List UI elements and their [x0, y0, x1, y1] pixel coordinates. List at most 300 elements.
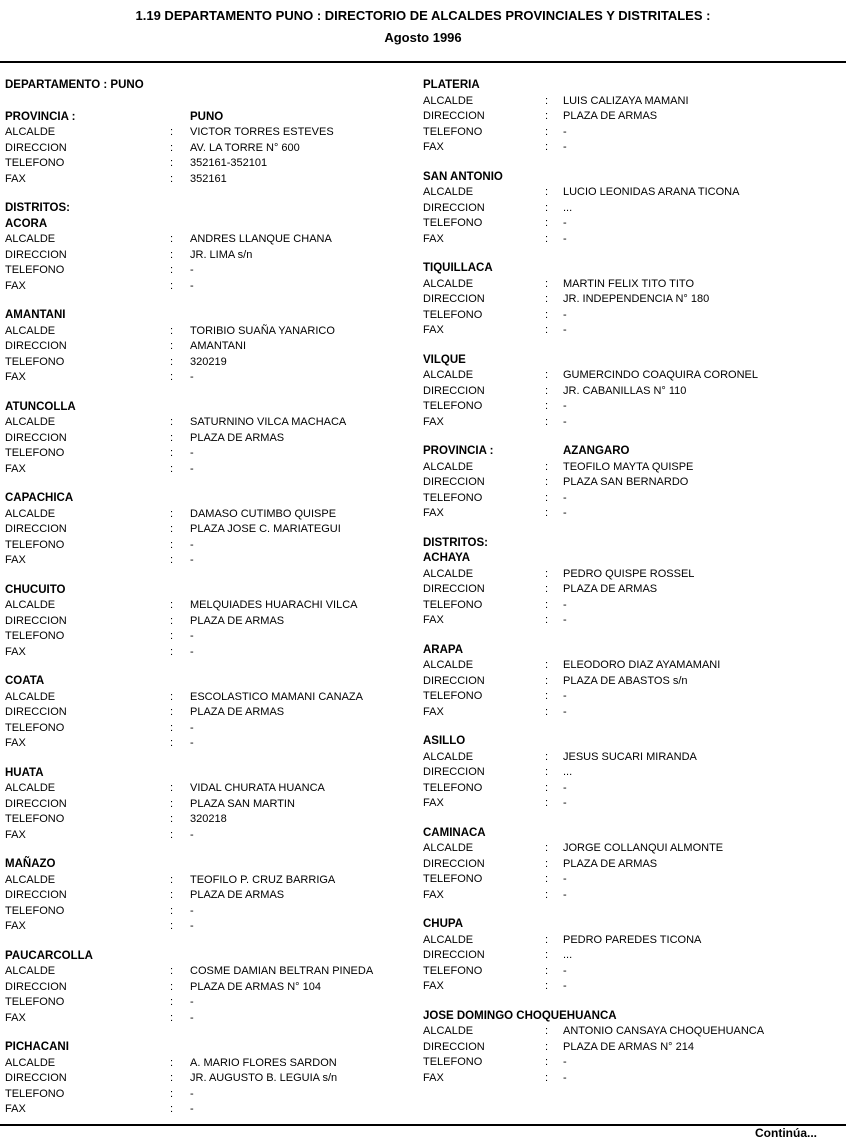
field-row: [423, 1055, 846, 1071]
field-row: [423, 948, 846, 964]
field-label: TELEFONO: [5, 447, 65, 459]
field-colon: :: [545, 476, 549, 488]
field-value: GUMERCINDO COAQUIRA CORONEL: [563, 369, 758, 381]
district-name: ASILLO: [423, 735, 466, 747]
district-name: CHUPA: [423, 918, 464, 930]
field-value: -: [563, 507, 567, 519]
field-label: FAX: [5, 1011, 26, 1024]
field-colon: :: [170, 797, 174, 810]
field-label: TELEFONO: [5, 157, 65, 169]
district-entry: [423, 78, 846, 156]
field-label: ALCALDE: [423, 842, 474, 854]
district-entry: [423, 643, 846, 721]
field-value: MARTIN FELIX TITO TITO: [563, 277, 695, 290]
field-value: -: [190, 538, 194, 551]
field-row: [5, 339, 423, 355]
field-colon: :: [170, 355, 174, 368]
field-value: -: [190, 828, 194, 841]
field-row: [5, 431, 423, 447]
field-row: [423, 674, 846, 690]
field-label: TELEFONO: [423, 873, 483, 885]
field-row: [5, 919, 423, 935]
district-entry: [423, 261, 846, 339]
field-value: -: [190, 920, 194, 932]
district-entry: [5, 1040, 423, 1118]
field-label: ALCALDE: [5, 1056, 56, 1069]
district-entry: [5, 949, 423, 1027]
field-row: [423, 933, 846, 949]
field-label: TELEFONO: [423, 690, 483, 702]
field-colon: :: [545, 674, 549, 687]
field-value: PLAZA JOSE C. MARIATEGUI: [190, 523, 341, 535]
field-colon: :: [170, 340, 174, 352]
field-row: [423, 689, 846, 705]
field-label: TELEFONO: [5, 630, 65, 642]
field-value: PLAZA DE ABASTOS s/n: [563, 674, 688, 687]
field-colon: :: [545, 583, 549, 595]
field-row: [5, 629, 423, 645]
field-colon: :: [170, 706, 174, 718]
district-entry: [423, 734, 846, 812]
field-colon: :: [170, 645, 174, 658]
field-colon: :: [545, 293, 549, 305]
field-label: ALCALDE: [423, 277, 474, 290]
province-heading-row: [423, 444, 846, 460]
field-label: TELEFONO: [423, 598, 483, 611]
field-row: [5, 538, 423, 554]
field-value: -: [563, 415, 567, 428]
field-label: FAX: [5, 645, 26, 658]
field-value: 352161: [190, 172, 227, 185]
field-value: SATURNINO VILCA MACHACA: [190, 416, 347, 428]
field-row: [423, 277, 846, 293]
field-label: FAX: [5, 828, 26, 841]
field-value: ...: [563, 766, 573, 778]
field-colon: :: [170, 554, 174, 566]
field-row: [423, 399, 846, 415]
field-label: ALCALDE: [5, 599, 56, 611]
field-value: PLAZA DE ARMAS N° 104: [190, 980, 321, 993]
field-value: PLAZA DE ARMAS N° 214: [563, 1040, 694, 1053]
field-label: TELEFONO: [423, 781, 483, 794]
field-row: [5, 324, 423, 340]
field-row: [423, 308, 846, 324]
field-label: DIRECCION: [5, 980, 67, 993]
field-value: -: [190, 554, 194, 566]
field-label: TELEFONO: [5, 721, 65, 734]
field-value: -: [190, 1011, 194, 1024]
field-value: JORGE COLLANQUI ALMONTE: [563, 842, 724, 854]
field-colon: :: [545, 277, 549, 290]
field-label: DIRECCION: [5, 614, 67, 627]
field-label: ALCALDE: [423, 460, 474, 473]
field-value: COSME DAMIAN BELTRAN PINEDA: [190, 965, 374, 977]
field-colon: :: [545, 705, 549, 718]
field-value: AMANTANI: [190, 340, 247, 352]
district-name: HUATA: [5, 766, 44, 779]
field-row: [423, 140, 846, 156]
field-value: AV. LA TORRE N° 600: [190, 141, 300, 154]
field-label: ALCALDE: [423, 186, 474, 198]
field-label: DIRECCION: [423, 201, 485, 214]
field-row: [5, 553, 423, 569]
field-value: -: [190, 264, 194, 276]
field-label: TELEFONO: [5, 538, 65, 551]
field-label: TELEFONO: [423, 217, 483, 229]
field-row: [423, 368, 846, 384]
page-title: 1.19 DEPARTAMENTO PUNO : DIRECTORIO DE ALCALDES PROVINCIALES Y DISTRITALES :: [135, 8, 711, 23]
province-heading-row: [5, 110, 423, 126]
field-value: -: [190, 462, 194, 475]
field-colon: :: [170, 157, 174, 169]
field-label: FAX: [423, 797, 444, 809]
field-colon: :: [545, 614, 549, 626]
field-row: [423, 415, 846, 431]
field-colon: :: [170, 873, 174, 886]
field-row: [5, 812, 423, 828]
district-name: ATUNCOLLA: [5, 400, 76, 413]
field-row: [423, 979, 846, 995]
field-label: TELEFONO: [423, 308, 483, 321]
field-label: ALCALDE: [423, 750, 474, 763]
field-colon: :: [170, 813, 174, 825]
field-colon: :: [170, 264, 174, 276]
field-label: DIRECCION: [5, 141, 67, 154]
field-label: FAX: [423, 980, 444, 992]
field-row: [5, 232, 423, 248]
field-value: 320219: [190, 355, 227, 368]
field-value: JR. CABANILLAS N° 110: [563, 384, 687, 397]
field-label: DIRECCION: [423, 110, 485, 122]
field-colon: :: [545, 857, 549, 870]
district-entry: [5, 674, 423, 752]
field-row: [5, 446, 423, 462]
field-colon: :: [545, 308, 549, 321]
field-label: ALCALDE: [423, 94, 474, 107]
field-label: FAX: [423, 705, 444, 718]
field-value: ANDRES LLANQUE CHANA: [190, 233, 332, 245]
district-entry: [423, 353, 846, 431]
field-colon: :: [545, 369, 549, 381]
field-label: ALCALDE: [5, 126, 56, 138]
field-row: [5, 415, 423, 431]
field-row: [423, 582, 846, 598]
field-label: DIRECCION: [423, 1040, 485, 1053]
field-colon: :: [170, 599, 174, 611]
field-row: [423, 613, 846, 629]
field-row: [423, 201, 846, 217]
field-value: VIDAL CHURATA HUANCA: [190, 782, 325, 794]
field-row: [5, 141, 423, 157]
field-label: FAX: [5, 172, 26, 185]
field-colon: :: [170, 1087, 174, 1100]
field-row: [5, 888, 423, 904]
field-row: [5, 1056, 423, 1072]
field-colon: :: [545, 460, 549, 473]
field-label: DIRECCION: [5, 797, 67, 810]
field-colon: :: [170, 233, 174, 245]
field-colon: :: [545, 766, 549, 778]
field-colon: :: [545, 888, 549, 901]
field-label: ALCALDE: [5, 690, 56, 703]
field-row: [5, 248, 423, 264]
field-value: ...: [563, 949, 573, 961]
field-row: [5, 1087, 423, 1103]
field-value: DAMASO CUTIMBO QUISPE: [190, 507, 337, 520]
district-name: JOSE DOMINGO CHOQUEHUANCA: [423, 1009, 617, 1022]
field-row: [423, 1024, 846, 1040]
field-colon: :: [545, 933, 549, 946]
field-value: PLAZA SAN MARTIN: [190, 797, 295, 810]
field-value: JR. LIMA s/n: [190, 248, 253, 261]
district-name: CAMINACA: [423, 826, 486, 839]
field-colon: :: [170, 614, 174, 627]
field-row: [423, 475, 846, 491]
field-label: DIRECCION: [423, 949, 485, 961]
field-row: [5, 904, 423, 920]
district-name: ACHAYA: [423, 552, 471, 564]
field-value: -: [190, 645, 194, 658]
field-colon: :: [545, 690, 549, 702]
field-label: ALCALDE: [5, 782, 56, 794]
province-entry: [5, 110, 423, 188]
field-row: [5, 522, 423, 538]
field-row: [423, 323, 846, 339]
field-value: ESCOLASTICO MAMANI CANAZA: [190, 690, 363, 703]
field-row: [5, 980, 423, 996]
field-value: -: [190, 721, 194, 734]
field-row: [5, 172, 423, 188]
district-name: TIQUILLACA: [423, 262, 493, 274]
field-label: TELEFONO: [423, 964, 483, 977]
field-row: [423, 567, 846, 583]
field-row: [423, 232, 846, 248]
field-value: -: [563, 491, 567, 504]
field-label: TELEFONO: [5, 1087, 65, 1100]
field-colon: :: [170, 523, 174, 535]
field-label: DIRECCION: [423, 857, 485, 870]
field-colon: :: [545, 1040, 549, 1053]
field-row: [423, 384, 846, 400]
distritos-heading: DISTRITOS:: [423, 536, 488, 549]
field-value: PLAZA DE ARMAS: [563, 583, 658, 595]
field-label: ALCALDE: [5, 416, 56, 428]
field-colon: :: [170, 690, 174, 703]
left-column: [5, 78, 423, 1124]
field-value: -: [563, 705, 567, 718]
field-row: [5, 964, 423, 980]
field-label: FAX: [423, 415, 444, 428]
province-entry: [423, 444, 846, 522]
field-colon: :: [545, 964, 549, 977]
field-colon: :: [545, 507, 549, 519]
field-value: PEDRO PAREDES TICONA: [563, 933, 702, 946]
page-subtitle: Agosto 1996: [384, 30, 462, 45]
district-entry: [423, 826, 846, 904]
field-colon: :: [545, 201, 549, 214]
field-label: FAX: [423, 888, 444, 901]
field-label: FAX: [5, 462, 26, 475]
field-value: PLAZA DE ARMAS: [190, 706, 285, 718]
province-label: PROVINCIA :: [5, 110, 76, 123]
field-label: FAX: [5, 737, 26, 749]
field-label: TELEFONO: [5, 813, 65, 825]
field-row: [5, 645, 423, 661]
field-value: PLAZA DE ARMAS: [190, 431, 285, 444]
field-value: ELEODORO DIAZ AYAMAMANI: [563, 659, 721, 671]
district-name: PAUCARCOLLA: [5, 949, 93, 962]
field-label: FAX: [5, 371, 26, 383]
field-label: TELEFONO: [423, 1056, 483, 1068]
field-label: ALCALDE: [423, 933, 474, 946]
field-label: FAX: [5, 554, 26, 566]
field-colon: :: [545, 1071, 549, 1084]
field-row: [5, 705, 423, 721]
field-value: JR. AUGUSTO B. LEGUIA s/n: [190, 1072, 338, 1084]
field-label: DIRECCION: [5, 706, 67, 718]
field-label: ALCALDE: [423, 567, 474, 580]
field-colon: :: [170, 721, 174, 734]
field-label: FAX: [5, 279, 26, 292]
field-colon: :: [170, 980, 174, 993]
field-label: DIRECCION: [5, 340, 67, 352]
field-value: -: [190, 1103, 194, 1115]
field-colon: :: [545, 797, 549, 809]
field-value: LUIS CALIZAYA MAMANI: [563, 94, 689, 107]
field-colon: :: [545, 873, 549, 885]
field-row: [423, 185, 846, 201]
province-colon: [170, 110, 190, 126]
field-colon: :: [170, 1011, 174, 1024]
field-label: DIRECCION: [423, 674, 485, 687]
continua-note: Continúa...: [755, 1126, 817, 1140]
district-entry: [423, 1009, 846, 1087]
field-colon: :: [545, 1025, 549, 1037]
field-row: [5, 828, 423, 844]
field-row: [423, 1040, 846, 1056]
field-label: ALCALDE: [423, 369, 474, 381]
province-label: PROVINCIA :: [423, 445, 494, 457]
district-entry: [5, 217, 423, 295]
field-value: -: [190, 630, 194, 642]
field-colon: :: [170, 904, 174, 917]
district-entry: [5, 583, 423, 661]
field-row: [5, 736, 423, 752]
field-value: -: [563, 980, 567, 992]
field-row: [423, 964, 846, 980]
field-colon: :: [170, 889, 174, 901]
field-label: TELEFONO: [423, 400, 483, 412]
district-name: CAPACHICA: [5, 492, 74, 504]
field-value: A. MARIO FLORES SARDON: [190, 1056, 337, 1069]
field-row: [423, 125, 846, 141]
field-row: [5, 355, 423, 371]
field-colon: :: [170, 507, 174, 520]
field-value: TORIBIO SUAÑA YANARICO: [190, 324, 335, 337]
field-row: [5, 263, 423, 279]
field-row: [423, 216, 846, 232]
field-label: FAX: [423, 232, 444, 245]
field-colon: :: [170, 371, 174, 383]
field-colon: :: [545, 186, 549, 198]
field-row: [423, 888, 846, 904]
field-colon: :: [170, 431, 174, 444]
field-row: [423, 658, 846, 674]
field-label: TELEFONO: [423, 491, 483, 504]
field-value: -: [563, 217, 567, 229]
field-colon: :: [545, 1056, 549, 1068]
field-colon: :: [545, 400, 549, 412]
field-row: [5, 507, 423, 523]
field-value: ANTONIO CANSAYA CHOQUEHUANCA: [563, 1025, 765, 1037]
field-row: [423, 857, 846, 873]
field-row: [5, 797, 423, 813]
field-colon: :: [170, 416, 174, 428]
field-colon: :: [545, 125, 549, 138]
field-row: [5, 1071, 423, 1087]
field-label: DIRECCION: [423, 293, 485, 305]
field-label: DIRECCION: [423, 583, 485, 595]
field-colon: :: [170, 324, 174, 337]
field-value: -: [563, 598, 567, 611]
field-colon: :: [545, 750, 549, 763]
field-colon: :: [170, 1056, 174, 1069]
district-entry: [423, 551, 846, 629]
field-value: -: [190, 371, 194, 383]
field-colon: :: [545, 949, 549, 961]
field-colon: :: [545, 491, 549, 504]
district-entry: [423, 917, 846, 995]
field-row: [5, 614, 423, 630]
field-row: [5, 125, 423, 141]
field-colon: :: [545, 842, 549, 854]
field-colon: :: [545, 567, 549, 580]
field-label: ALCALDE: [5, 873, 56, 886]
field-label: DIRECCION: [5, 248, 67, 261]
field-colon: :: [545, 384, 549, 397]
province-name: PUNO: [190, 110, 224, 123]
field-value: -: [563, 888, 567, 901]
field-value: -: [563, 400, 567, 412]
field-colon: :: [545, 324, 549, 336]
field-row: [423, 796, 846, 812]
field-row: [5, 370, 423, 386]
field-value: -: [563, 1056, 567, 1068]
field-colon: :: [170, 630, 174, 642]
field-colon: :: [170, 248, 174, 261]
field-value: -: [563, 781, 567, 794]
field-label: DIRECCION: [5, 1072, 67, 1084]
field-colon: :: [170, 462, 174, 475]
field-value: -: [190, 904, 194, 917]
field-colon: :: [545, 598, 549, 611]
field-label: ALCALDE: [423, 659, 474, 671]
field-colon: :: [545, 781, 549, 794]
field-colon: :: [170, 828, 174, 841]
field-row: [5, 1011, 423, 1027]
field-value: -: [563, 1071, 567, 1084]
field-label: TELEFONO: [423, 125, 483, 138]
field-label: ALCALDE: [5, 324, 56, 337]
field-value: MELQUIADES HUARACHI VILCA: [190, 599, 358, 611]
field-value: -: [563, 614, 567, 626]
field-colon: :: [170, 447, 174, 459]
field-label: FAX: [423, 141, 444, 153]
field-value: -: [190, 996, 194, 1008]
field-label: DIRECCION: [5, 523, 67, 535]
field-label: FAX: [423, 324, 444, 336]
field-row: [423, 506, 846, 522]
